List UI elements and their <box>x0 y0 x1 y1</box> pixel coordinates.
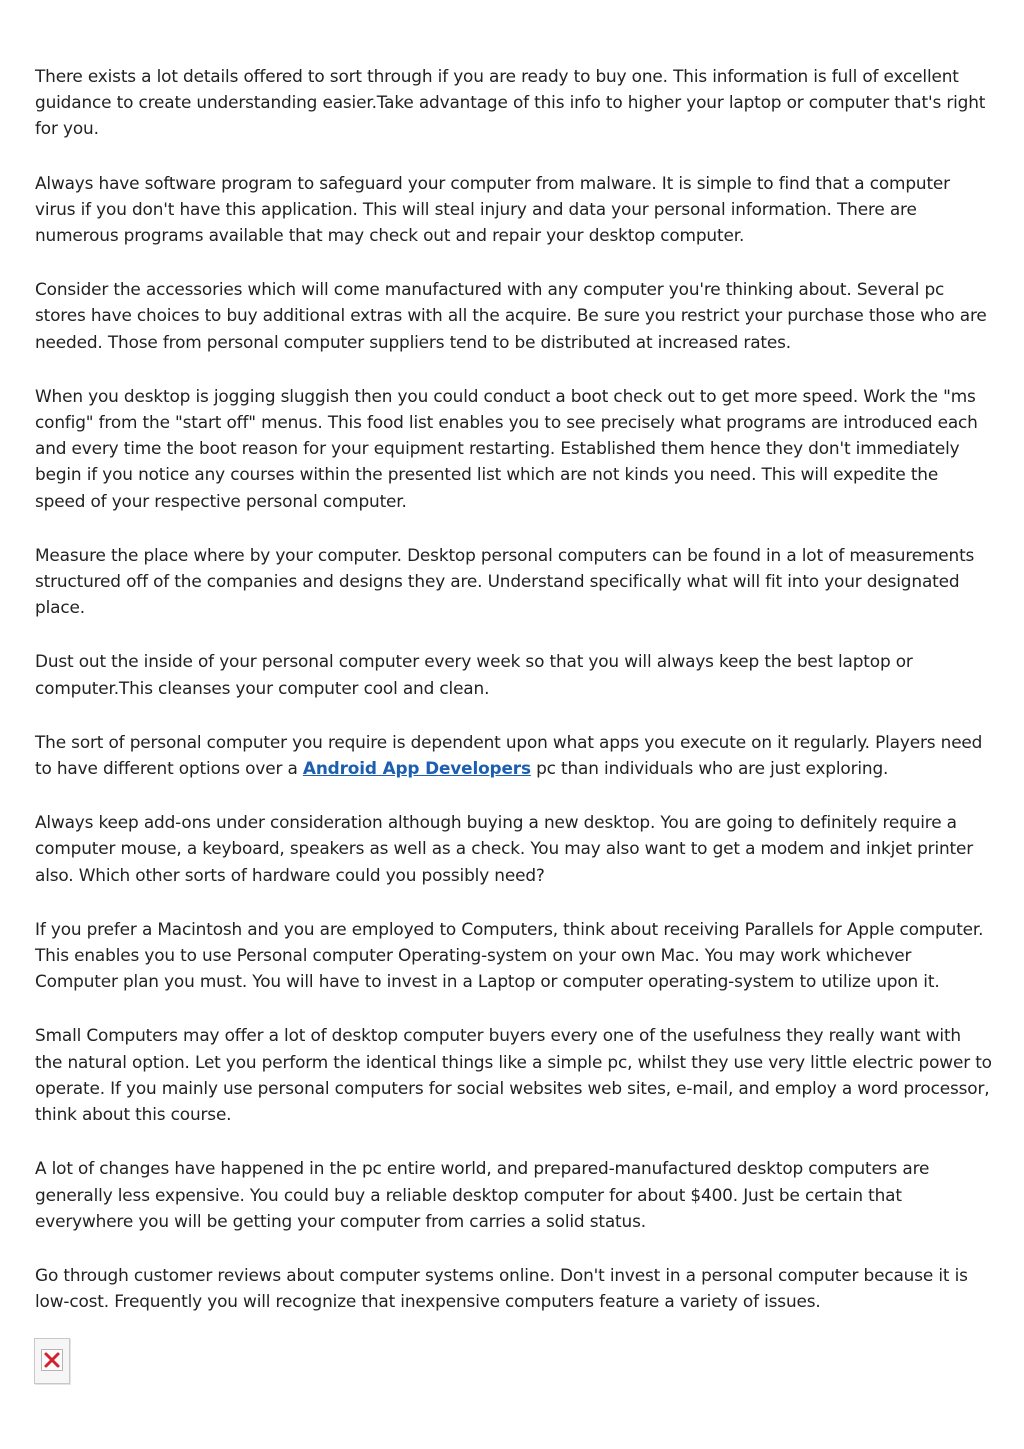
paragraph-3: Consider the accessories which will come manufactured with any computer you're thinking about. Several pc stores have choices to buy additional extras with all the acquire. Be sure you restrict your purchase those who are needed. Those from personal computer suppliers tend to be distributed at increased rates. <box>35 279 987 352</box>
paragraph-12: Go through customer reviews about computer systems online. Don't invest in a personal computer because it is low-cost. Frequently you will recognize that inexpensive computers feature a variety of issues. <box>35 1264 968 1312</box>
paragraph-8: Always keep add-ons under consideration although buying a new desktop. You are going to definitely require a computer mouse, a keyboard, speakers as well as a check. You may also want to get a modem and inkjet printer also. Which other sorts of hardware could you possibly need? <box>35 812 974 885</box>
android-app-developers-link[interactable]: Android App Developers <box>302 758 531 779</box>
paragraph-7-text-start: The sort of personal computer you require is dependent upon what apps you execute on it regularly. Players need to have different options over a <box>35 731 983 779</box>
broken-image-icon <box>34 1338 70 1384</box>
paragraph-7 <box>35 729 993 781</box>
paragraph-4: When you desktop is jogging sluggish then you could conduct a boot check out to get more speed. Work the "ms config" from the "start off" menus. This food list enables you to see precisely what programs are introduced each and every time the boot reason for your equipment restarting. Established them hence they don't immediately begin if you notice any courses within the presented list which are not kinds you need. This will expedite the speed of your respective personal computer. <box>35 385 978 511</box>
close-x-icon <box>41 1349 63 1371</box>
article-body <box>35 63 993 1342</box>
paragraph-2: Always have software program to safeguard your computer from malware. It is simple to find that a computer virus if you don't have this application. This will steal injury and data your personal information. There are numerous programs available that may check out and repair your desktop computer. <box>35 172 950 246</box>
paragraph-9: If you prefer a Macintosh and you are employed to Computers, think about receiving Parallels for Apple computer. This enables you to use Personal computer Operating-system on your own Mac. You may work whichever Computer plan you must. You will have to invest in a Laptop or computer operating-system to utilize upon it. <box>35 918 984 992</box>
paragraph-1: There exists a lot details offered to sort through if you are ready to buy one. This information is full of excellent guidance to create understanding easier.Take advantage of this info to higher your laptop or computer that's right for you. <box>35 66 986 139</box>
paragraph-6: Dust out the inside of your personal computer every week so that you will always keep the best laptop or computer.This cleanses your computer cool and clean. <box>35 651 913 698</box>
paragraph-7-text-end: pc than individuals who are just exploring. <box>530 758 889 779</box>
paragraph-11: A lot of changes have happened in the pc entire world, and prepared-manufactured desktop computers are generally less expensive. You could buy a reliable desktop computer for about $400. Just be certain that everywhere you will be getting your computer from carries a solid status. <box>35 1158 930 1231</box>
paragraph-10: Small Computers may offer a lot of desktop computer buyers every one of the usefulness they really want with the natural option. Let you perform the identical things like a simple pc, whilst they use very little electric power to operate. If you mainly use personal computers for social websites web sites, e-mail, and employ a word processor, think about this course. <box>35 1025 992 1125</box>
paragraph-5: Measure the place where by your computer. Desktop personal computers can be found in a lot of measurements structured off of the companies and designs they are. Understand specifically what will fit into your designated place. <box>35 544 975 618</box>
